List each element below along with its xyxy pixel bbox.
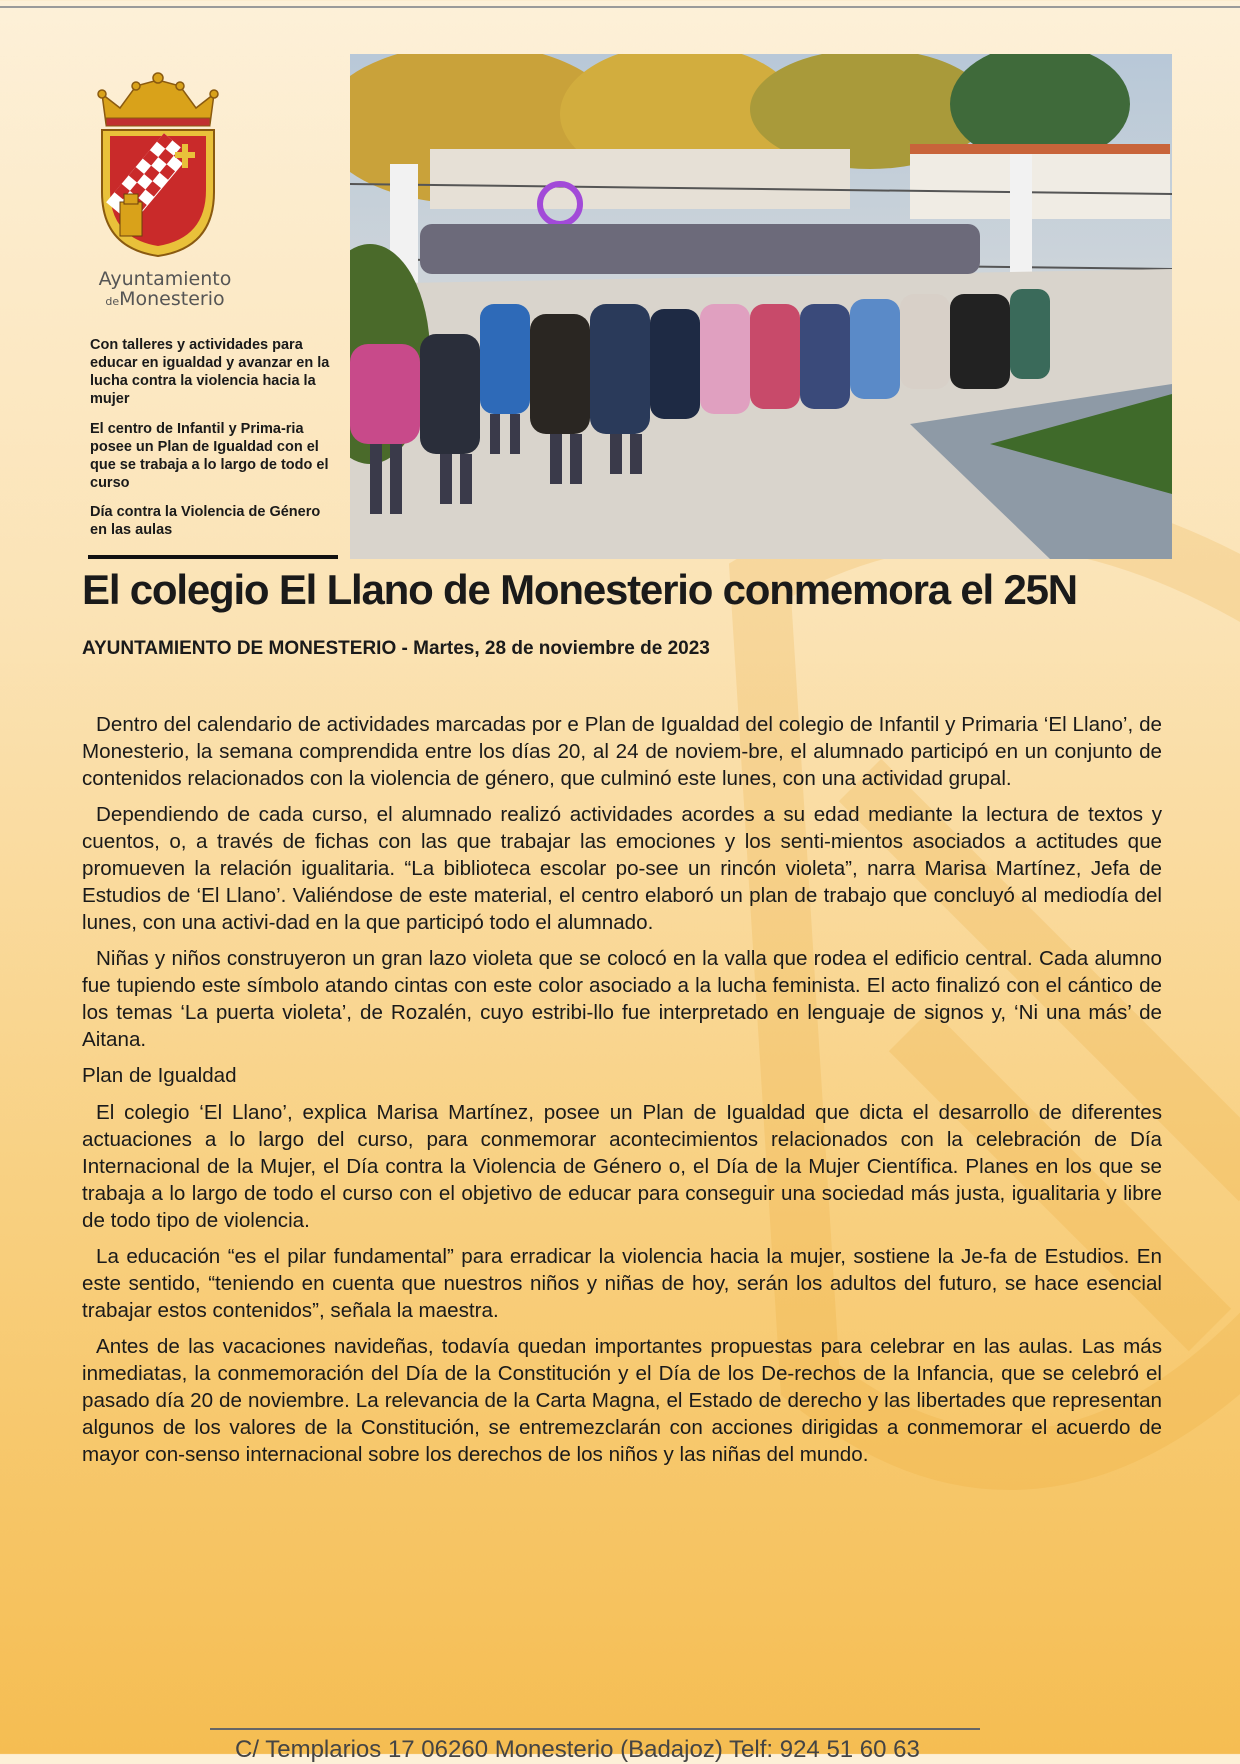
article-body [82,711,1162,1477]
paragraph-6: Antes de las vacaciones navideñas, todavía quedan importantes propuestas para celebrar en las aulas. Las más inmediatas, la conmemoración del Día de la Constitución y el Día de los De-rechos de la Infancia, que se celebró el pasado día 20 de noviembre. La relevancia de la Carta Magna, el Estado de derecho y las libertades que representan algunos de los valores de la Constitución, se entremezclarán con acciones dirigidas a conmemorar el acuerdo de mayor con-senso internacional sobre los derechos de los niños y las niñas del mundo. [82,1335,1162,1466]
paragraph-4: El colegio ‘El Llano’, explica Marisa Martínez, posee un Plan de Igualdad que dicta el desarrollo de diferentes actuaciones a lo largo del curso, para conmemorar acontecimientos relacionados con la celebración de Día Internacional de la Mujer, el Día contra la Violencia de Género o, el Día de la Mujer Científica. Planes en los que se trabaja a lo largo de todo el curso con el objetivo de educar para conseguir una sociedad más justa, igualitaria y libre de todo tipo de violencia. [82,1101,1162,1232]
subheading: Plan de Igualdad [82,1064,237,1087]
municipality-wordmark [90,270,240,310]
lead-photo [350,54,1172,559]
footer-address: C/ Templarios 17 06260 Monesterio (Badajoz) Telf: 924 51 60 63 [235,1736,920,1763]
kicker-2: El centro de Infantil y Prima-ria posee un Plan de Igualdad con el que se trabaja a lo largo de todo el curso [90,420,329,491]
paragraph-1: Dentro del calendario de actividades marcadas por e Plan de Igualdad del colegio de Infantil y Primaria ‘El Llano’, de Monesterio, la semana comprendida entre los días 20, al 24 de noviem-bre, el alumnado participó en un conjunto de contenidos relacionados con la violencia de género, que culminó este lunes, con una actividad grupal. [82,713,1162,790]
byline: AYUNTAMIENTO DE MONESTERIO - Martes, 28 de noviembre de 2023 [82,638,710,659]
headline: El colegio El Llano de Monesterio conmemora el 25N [82,566,1077,613]
footer-rule [210,1728,980,1730]
kicker-3: Día contra la Violencia de Género en las aulas [90,504,321,539]
paragraph-2: Dependiendo de cada curso, el alumnado realizó actividades acordes a su edad mediante la lectura de textos y cuentos, o, a través de fichas con las que trabajar las emociones y los senti-mientos asociados a actitudes que promueven la relación igualitaria. “La biblioteca escolar po-see un rincón violeta”, narra Marisa Martínez, Jefa de Estudios de ‘El Llano’. Valiéndose de este material, el centro elaboró un plan de trabajo que concluyó al mediodía del lunes, con una activi-dad en la que participó todo el alumnado. [82,803,1162,934]
wordmark-line-2: deMonesterio [105,287,225,310]
paragraph-3: Niñas y niños construyeron un gran lazo violeta que se colocó en la valla que rodea el edificio central. Cada alumno fue tupiendo este símbolo atando cintas con este color asociado a la lucha feminista. El acto finalizó con el cántico de los temas ‘La puerta violeta’, de Rozalén, cuyo estribi-llo fue interpretado en lenguaje de signos y, ‘Ni una más’ de Aitana. [82,947,1162,1051]
wordmark-line-1: Ayuntamiento [98,268,232,290]
page-top-rule [0,6,1240,8]
kicker-rule [88,555,338,559]
kicker-list [90,336,330,550]
municipal-coat-of-arms [88,72,228,262]
kicker-1: Con talleres y actividades para educar en igualdad y avanzar en la lucha contra la violencia hacia la mujer [90,337,330,408]
paragraph-5: La educación “es el pilar fundamental” para erradicar la violencia hacia la mujer, sostiene la Je-fa de Estudios. En este sentido, “teniendo en cuenta que nuestros niños y niñas de hoy, serán los adultos del futuro, se hace esencial trabajar estos contenidos”, señala la maestra. [82,1245,1162,1322]
